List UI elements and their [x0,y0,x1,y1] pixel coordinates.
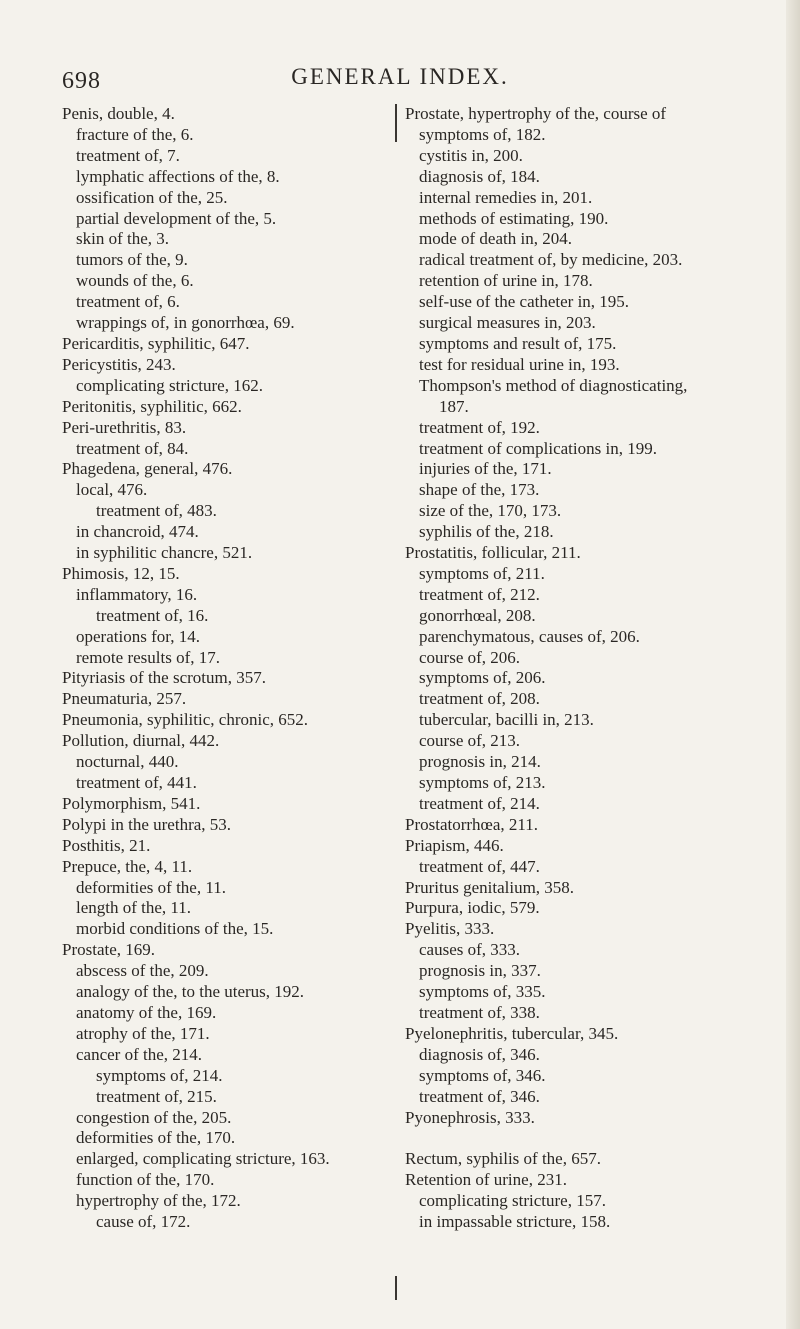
running-head: GENERAL INDEX. [291,64,509,89]
index-entry: Prostatorrhœa, 211. [405,814,538,834]
index-column-right [405,104,775,1233]
index-subentry: prognosis in, 214. [419,752,541,772]
index-subentry: syphilis of the, 218. [419,522,554,542]
index-subentry: deformities of the, 170. [76,1128,236,1148]
index-entry: Priapism, 446. [405,835,504,855]
index-subentry: diagnosis of, 346. [419,1044,540,1064]
index-subentry: skin of the, 3. [76,229,170,249]
index-subentry: diagnosis of, 184. [419,166,540,186]
index-subentry: in syphilitic chancre, 521. [76,543,253,563]
section-gap [405,1128,775,1149]
index-subentry: morbid conditions of the, 15. [76,919,274,939]
index-column-left [62,104,412,1233]
index-entry: Prepuce, the, 4, 11. [62,856,193,876]
index-subentry: shape of the, 173. [419,480,540,500]
index-subentry: retention of urine in, 178. [419,271,593,291]
index-entry: Pericarditis, syphilitic, 647. [62,333,250,353]
index-entry: Prostate, 169. [62,940,156,960]
index-subentry: treatment of, 483. [96,501,217,521]
index-subentry: 187. [439,396,469,416]
index-entry: Phimosis, 12, 15. [62,563,180,583]
index-subentry: tumors of the, 9. [76,250,188,270]
index-subentry: treatment of, 7. [76,145,180,165]
index-subentry: internal remedies in, 201. [419,187,593,207]
index-entry: Prostatitis, follicular, 211. [405,543,581,563]
index-subentry: methods of estimating, 190. [419,208,609,228]
index-subentry: treatment of complications in, 199. [419,438,657,458]
index-entry: Pyelitis, 333. [405,919,495,939]
index-subentry: local, 476. [76,480,148,500]
index-subentry: deformities of the, 11. [76,877,226,897]
index-subentry: treatment of, 441. [76,773,197,792]
index-subentry: fracture of the, 6. [76,124,194,144]
index-subentry: atrophy of the, 171. [76,1023,210,1043]
index-subentry: injuries of the, 171. [419,459,552,479]
index-subentry: ossification of the, 25. [76,187,228,207]
index-subentry: complicating stricture, 157. [419,1191,606,1211]
index-subentry: function of the, 170. [76,1170,215,1190]
index-subentry: causes of, 333. [419,940,521,960]
index-subentry: wounds of the, 6. [76,271,194,291]
index-subentry: lymphatic affections of the, 8. [76,166,280,186]
index-subentry: operations for, 14. [76,626,200,646]
column-divider-bottom [395,1276,397,1300]
index-subentry: symptoms of, 211. [419,563,545,583]
index-subentry: in impassable stricture, 158. [419,1212,611,1232]
index-subentry: symptoms of, 213. [419,773,546,792]
index-entry: Pityriasis of the scrotum, 357. [62,668,266,688]
index-entry: Peri-urethritis, 83. [62,417,187,437]
index-subentry: treatment of, 6. [76,292,180,312]
index-subentry: treatment of, 338. [419,1002,540,1022]
index-entry: Pneumonia, syphilitic, chronic, 652. [62,710,308,730]
index-subentry: enlarged, complicating stricture, 163. [76,1149,330,1169]
page-number: 698 [62,68,101,94]
index-entry: Pollution, diurnal, 442. [62,731,220,751]
index-subentry: treatment of, 208. [419,689,540,709]
index-subentry: Thompson's method of diagnosticating, [419,375,688,395]
index-subentry: hypertrophy of the, 172. [76,1191,241,1211]
index-subentry: treatment of, 84. [76,438,189,458]
index-subentry: treatment of, 212. [419,584,540,604]
index-subentry: gonorrhœal, 208. [419,605,536,625]
index-subentry: analogy of the, to the uterus, 192. [76,982,305,1002]
index-subentry: treatment of, 16. [96,605,209,625]
index-subentry: treatment of, 214. [419,793,540,813]
index-entry: Polypi in the urethra, 53. [62,814,232,834]
index-subentry: in chancroid, 474. [76,522,199,542]
index-subentry: size of the, 170, 173. [419,501,562,521]
index-entry: Posthitis, 21. [62,835,151,855]
index-subentry: anatomy of the, 169. [76,1002,217,1022]
index-subentry: self-use of the catheter in, 195. [419,292,630,312]
index-subentry: course of, 213. [419,731,521,751]
index-entry: Pruritus genitalium, 358. [405,877,575,897]
index-entry: Pericystitis, 243. [62,354,176,374]
index-subentry: remote results of, 17. [76,647,220,667]
index-subentry: cancer of the, 214. [76,1044,203,1064]
index-entry: Pyonephrosis, 333. [405,1107,535,1127]
index-subentry: symptoms and result of, 175. [419,333,617,353]
index-subentry: radical treatment of, by medicine, 203. [419,250,683,270]
index-entry: Rectum, syphilis of the, 657. [405,1149,601,1169]
index-subentry: symptoms of, 214. [96,1065,223,1085]
index-subentry: tubercular, bacilli in, 213. [419,710,594,730]
index-entry: Pneumaturia, 257. [62,689,187,709]
index-subentry: inflammatory, 16. [76,584,198,604]
index-subentry: treatment of, 215. [96,1086,217,1106]
index-subentry: surgical measures in, 203. [419,313,596,333]
index-subentry: abscess of the, 209. [76,961,209,981]
index-subentry: congestion of the, 205. [76,1107,232,1127]
index-subentry: wrappings of, in gonorrhœa, 69. [76,313,295,333]
index-subentry: treatment of, 192. [419,417,540,437]
index-subentry: complicating stricture, 162. [76,375,263,395]
index-entry: Purpura, iodic, 579. [405,898,540,918]
index-subentry: course of, 206. [419,647,521,667]
index-entry: Prostate, hypertrophy of the, course of [405,104,667,123]
index-subentry: parenchymatous, causes of, 206. [419,626,640,646]
index-subentry: mode of death in, 204. [419,229,572,249]
index-subentry: partial development of the, 5. [76,208,277,228]
page-edge [786,0,800,1329]
index-subentry: symptoms of, 206. [419,668,546,688]
index-entry: Peritonitis, syphilitic, 662. [62,396,242,416]
index-entry: Phagedena, general, 476. [62,459,233,479]
index-subentry: prognosis in, 337. [419,961,541,981]
index-subentry: test for residual urine in, 193. [419,354,620,374]
index-entry: Pyelonephritis, tubercular, 345. [405,1023,619,1043]
index-subentry: treatment of, 447. [419,856,540,876]
index-subentry: length of the, 11. [76,898,192,918]
index-entry: Retention of urine, 231. [405,1170,567,1190]
index-entry: Polymorphism, 541. [62,793,201,813]
index-subentry: cause of, 172. [96,1212,191,1232]
index-subentry: symptoms of, 335. [419,982,546,1002]
index-subentry: nocturnal, 440. [76,752,179,772]
index-subentry: cystitis in, 200. [419,145,523,165]
index-subentry: treatment of, 346. [419,1086,540,1106]
index-entry: Penis, double, 4. [62,104,175,123]
index-subentry: symptoms of, 346. [419,1065,546,1085]
index-subentry: symptoms of, 182. [419,124,546,144]
